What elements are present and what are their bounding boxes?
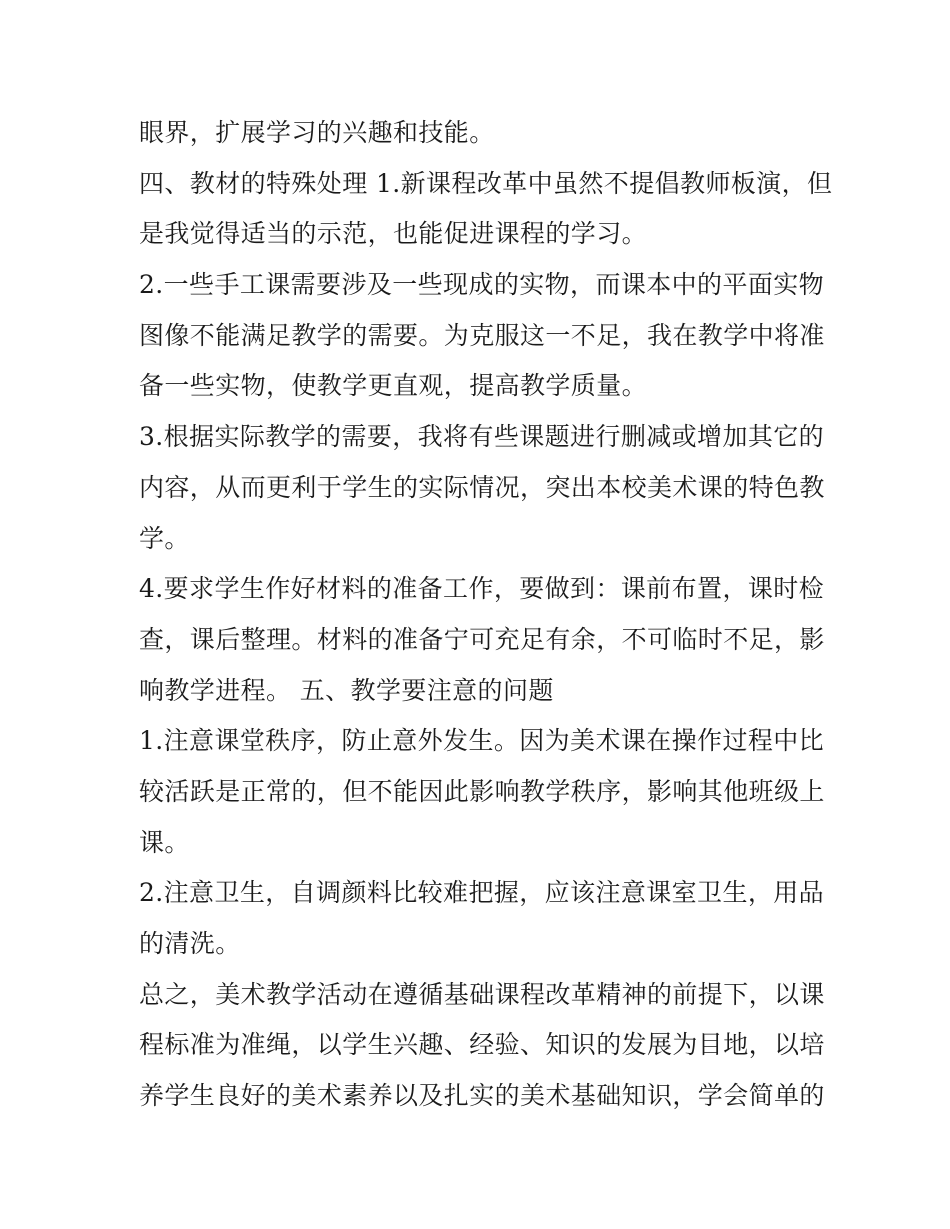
text-line: 程标准为准绳，以学生兴趣、经验、知识的发展为目地，以培 bbox=[139, 1030, 825, 1060]
text-line: 的清洗。 bbox=[139, 929, 241, 958]
text-line: 是我觉得适当的示范，也能促进课程的学习。 bbox=[139, 219, 648, 249]
text-line: 3.根据实际教学的需要，我将有些课题进行删减或增加其它的 bbox=[139, 422, 825, 452]
text-line: 较活跃是正常的，但不能因此影响教学秩序，影响其他班级上 bbox=[139, 776, 825, 806]
text-line: 查，课后整理。材料的准备宁可充足有余，不可临时不足，影 bbox=[139, 624, 825, 654]
text-line: 四、教材的特殊处理 1.新课程改革中虽然不提倡教师板演，但 bbox=[139, 168, 833, 198]
text-line: 养学生良好的美术素养以及扎实的美术基础知识，学会简单的 bbox=[139, 1081, 825, 1111]
text-line: 2.注意卫生，自调颜料比较难把握，应该注意课室卫生，用品 bbox=[139, 878, 825, 908]
text-line: 4.要求学生作好材料的准备工作，要做到：课前布置，课时检 bbox=[139, 574, 825, 604]
text-line: 总之，美术教学活动在遵循基础课程改革精神的前提下，以课 bbox=[139, 979, 825, 1009]
text-line: 1.注意课堂秩序，防止意外发生。因为美术课在操作过程中比 bbox=[139, 726, 825, 756]
body-text bbox=[139, 108, 833, 1122]
text-line: 学。 bbox=[139, 523, 190, 553]
text-line: 内容，从而更利于学生的实际情况，突出本校美术课的特色教 bbox=[139, 472, 825, 502]
text-line: 课。 bbox=[139, 827, 190, 857]
text-line: 眼界，扩展学习的兴趣和技能。 bbox=[139, 118, 495, 147]
text-line: 图像不能满足教学的需要。为克服这一不足，我在教学中将准 bbox=[139, 320, 825, 350]
text-line: 备一些实物，使教学更直观，提高教学质量。 bbox=[139, 371, 648, 401]
text-line: 响教学进程。 五、教学要注意的问题 bbox=[139, 675, 554, 705]
text-line: 2.一些手工课需要涉及一些现成的实物，而课本中的平面实物 bbox=[139, 270, 825, 300]
